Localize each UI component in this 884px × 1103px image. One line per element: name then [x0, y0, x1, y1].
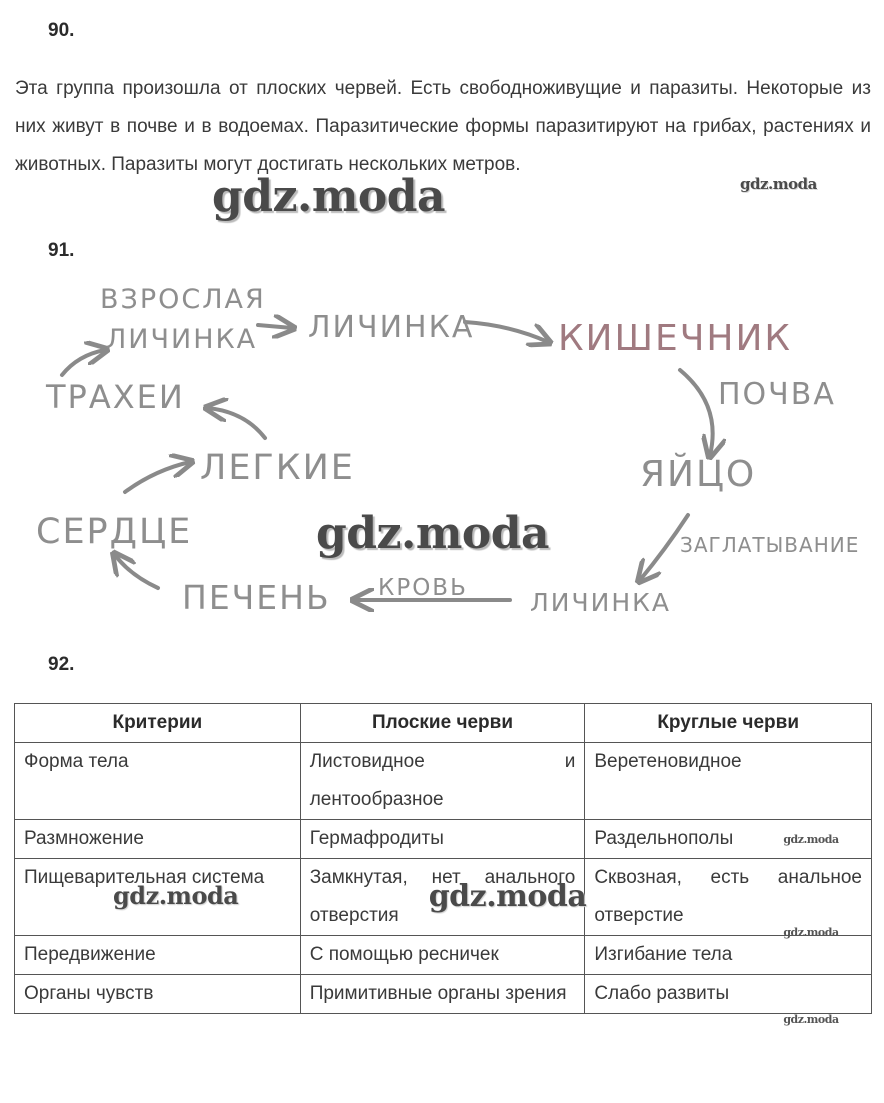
- arrow-liver-to-heart: [115, 555, 158, 588]
- label-soil: ПОЧВА: [718, 377, 836, 412]
- watermark: gdz.moda: [428, 879, 587, 914]
- task-number-90: 90.: [48, 20, 75, 41]
- label-larva-bottom: ЛИЧИНКА: [530, 588, 671, 617]
- watermark: gdz.moda: [783, 926, 839, 939]
- table-header-row: [15, 704, 872, 743]
- comparison-table: [14, 703, 872, 1026]
- arrow-adult-to-larva: [258, 325, 292, 328]
- table-row: [15, 859, 872, 936]
- table-cell: [585, 859, 872, 939]
- label-trachea: ТРАХЕИ: [46, 378, 185, 416]
- cell-text: Сквозная, есть анальное отверстие: [594, 867, 862, 926]
- table-cell: Размножение: [15, 820, 301, 859]
- label-liver: ПЕЧЕНЬ: [182, 578, 331, 617]
- label-intestine: КИШЕЧНИК: [558, 318, 792, 359]
- arrow-larva-to-intestine: [465, 322, 548, 342]
- table-cell: Листовидное и лентообразное: [300, 743, 585, 820]
- table-row: [15, 975, 872, 1014]
- table-cell: [585, 820, 872, 859]
- table-cell: Изгибание тела: [585, 936, 872, 975]
- table-cell: С помощью ресничек: [300, 936, 585, 975]
- arrow-trachea-to-adult: [62, 350, 105, 375]
- task-90-text: Эта группа произошла от плоских червей. Есть свободноживущие и паразиты. Некоторые из них живут в почве и в водоемах. Паразитические формы паразитируют на грибах, растениях и животных. Паразиты могут достигать нескольких метров.: [15, 78, 871, 175]
- table-row: [15, 820, 872, 859]
- label-heart: СЕРДЦЕ: [36, 512, 193, 552]
- task-number-91: 91.: [48, 240, 75, 261]
- table-cell: Органы чувств: [15, 975, 301, 1014]
- watermark: gdz.moda: [212, 171, 446, 222]
- header-criteria: Критерии: [15, 704, 301, 743]
- watermark: gdz.moda: [740, 175, 817, 193]
- watermark: gdz.moda: [113, 881, 239, 910]
- label-egg: ЯЙЦО: [640, 454, 757, 495]
- label-swallowing: ЗАГЛАТЫВАНИЕ: [680, 533, 860, 557]
- arrow-heart-to-lungs: [125, 462, 190, 492]
- table-cell: Передвижение: [15, 936, 301, 975]
- label-lungs: ЛЕГКИЕ: [200, 448, 355, 488]
- table-cell: Гермафродиты: [300, 820, 585, 859]
- cell-text: Слабо развиты: [594, 983, 730, 1004]
- table-cell: [585, 975, 872, 1026]
- label-larva-top: ЛИЧИНКА: [308, 310, 475, 345]
- table-row: [15, 936, 872, 975]
- label-adult-larva-1: ВЗРОСЛАЯ: [100, 284, 266, 315]
- task-number-92: 92.: [48, 654, 75, 675]
- cell-text: Раздельнополы: [594, 828, 734, 849]
- watermark: gdz.moda: [783, 1013, 839, 1026]
- table-row: [15, 743, 872, 820]
- table-cell: Примитивные органы зрения: [300, 975, 585, 1014]
- arrow-intestine-to-egg: [680, 370, 713, 455]
- header-roundworms: Круглые черви: [585, 704, 872, 743]
- table-cell: Веретеновидное: [585, 743, 872, 820]
- table-cell: [15, 859, 301, 936]
- label-blood: КРОВЬ: [378, 575, 468, 601]
- table-cell: Форма тела: [15, 743, 301, 820]
- cell-text: Замкнутая, нет анального отверстия: [309, 867, 576, 926]
- watermark: gdz.moda: [783, 833, 839, 846]
- table-cell: [300, 859, 585, 936]
- label-adult-larva-2: ЛИЧИНКА: [106, 324, 258, 355]
- header-flatworms: Плоские черви: [300, 704, 585, 743]
- arrow-lungs-to-trachea: [208, 408, 265, 438]
- watermark: gdz.moda: [316, 508, 550, 559]
- cell-text: Пищеварительная система: [24, 867, 265, 888]
